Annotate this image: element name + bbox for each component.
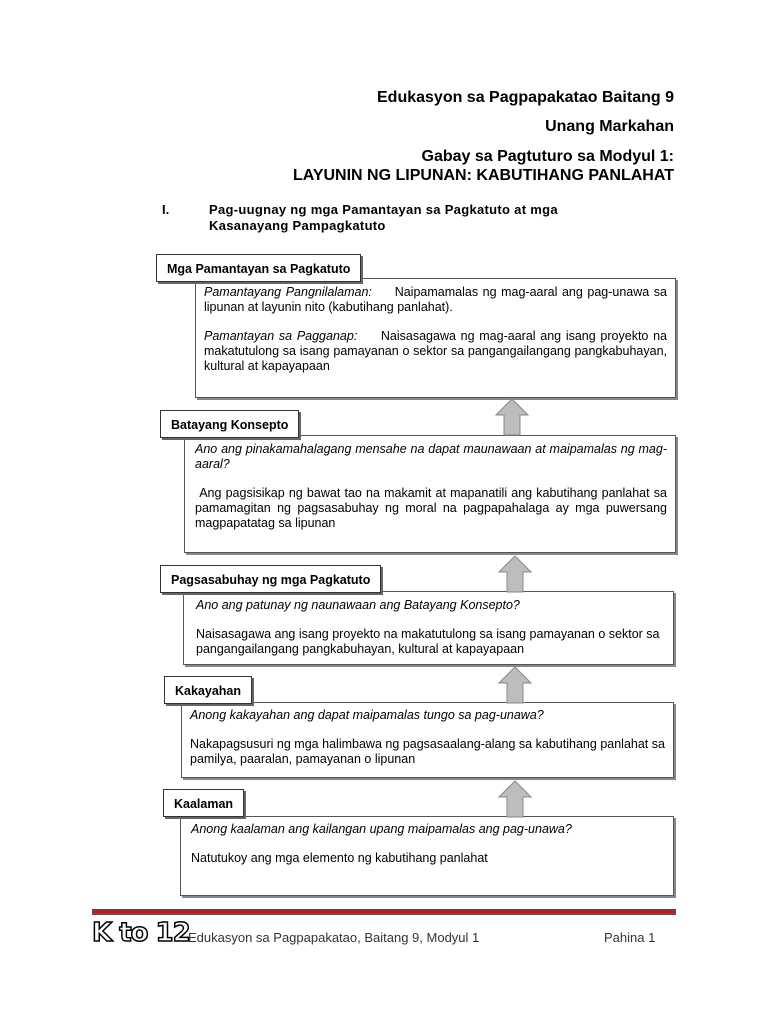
concept-answer-text: Ang pagsisikap ng bawat tao na makamit at mapanatili ang kabutihang panlahat sa pamamagitan ng pagsasabuhay ng moral na pagpapahalaga ay mga puwersang magpapatatag sa lipunan bbox=[195, 486, 667, 530]
course-title: Edukasyon sa Pagpapakatao Baitang 9 bbox=[377, 89, 674, 106]
up-arrow-icon bbox=[498, 666, 532, 704]
knowledge-label: Kaalaman bbox=[163, 789, 244, 817]
performance-standard-text: Naisasagawa ng mag-aaral ang isang proyekto na makatutulong sa isang pamayanan o sektor sa pangangailangang pangkabuhayan, kultural at kapayapaan bbox=[204, 329, 667, 373]
application-box bbox=[183, 591, 674, 665]
concept-label: Batayang Konsepto bbox=[160, 410, 299, 438]
concept-box bbox=[184, 435, 676, 553]
application-label: Pagsasabuhay ng mga Pagkatuto bbox=[160, 565, 381, 593]
knowledge-box bbox=[180, 816, 674, 896]
application-answer: Naisasagawa ang isang proyekto na makatutulong sa isang pamayanan o sektor sa pangangailangang pangkabuhayan, kultural at kapayapaan bbox=[196, 627, 660, 656]
up-arrow-icon bbox=[495, 398, 529, 436]
skills-answer: Nakapagsusuri ng mga halimbawa ng pagsasaalang-alang sa kabutihang panlahat sa pamilya, paaralan, pamayanan o lipunan bbox=[190, 737, 665, 766]
application-question: Ano ang patunay ng naunawaan ang Batayang Konsepto? bbox=[196, 598, 520, 612]
skills-label: Kakayahan bbox=[164, 676, 252, 704]
content-standard-text: Naipamamalas ng mag-aaral ang pag-unawa sa lipunan at layunin nito (kabutihang panlahat). bbox=[204, 285, 667, 314]
concept-answer bbox=[195, 486, 667, 531]
skills-box bbox=[181, 702, 674, 778]
performance-standard bbox=[204, 329, 667, 374]
up-arrow-icon bbox=[498, 555, 532, 593]
quarter-title: Unang Markahan bbox=[545, 118, 674, 135]
module-heading bbox=[293, 147, 674, 185]
concept-question: Ano ang pinakamahalagang mensahe na dapat maunawaan at maipamalas ng mag-aaral? bbox=[195, 442, 667, 471]
footer-page-number: Pahina 1 bbox=[604, 930, 656, 945]
k-to-12-logo: K to 12 bbox=[92, 918, 190, 948]
footer-rule bbox=[92, 909, 676, 915]
skills-question: Anong kakayahan ang dapat maipamalas tungo sa pag-unawa? bbox=[190, 708, 544, 722]
guide-title: Gabay sa Pagtuturo sa Modyul 1: bbox=[421, 148, 674, 165]
knowledge-answer: Natutukoy ang mga elemento ng kabutihang panlahat bbox=[191, 851, 488, 865]
footer-document-title: Edukasyon sa Pagpapakatao, Baitang 9, Modyul 1 bbox=[188, 930, 480, 945]
up-arrow-icon bbox=[498, 780, 532, 818]
performance-standard-label: Pamantayan sa Pagganap: bbox=[204, 329, 358, 343]
module-title: LAYUNIN NG LIPUNAN: KABUTIHANG PANLAHAT bbox=[292, 167, 674, 184]
content-standard bbox=[204, 285, 667, 315]
knowledge-question: Anong kaalaman ang kailangan upang maipamalas ang pag-unawa? bbox=[191, 822, 572, 836]
standards-label: Mga Pamantayan sa Pagkatuto bbox=[156, 254, 361, 282]
section-title: Pag-uugnay ng mga Pamantayan sa Pagkatuto at mga Kasanayang Pampagkatuto bbox=[209, 202, 558, 233]
section-number: I. bbox=[162, 202, 170, 217]
content-standard-label: Pamantayang Pangnilalaman: bbox=[204, 285, 372, 299]
standards-box bbox=[195, 278, 676, 398]
